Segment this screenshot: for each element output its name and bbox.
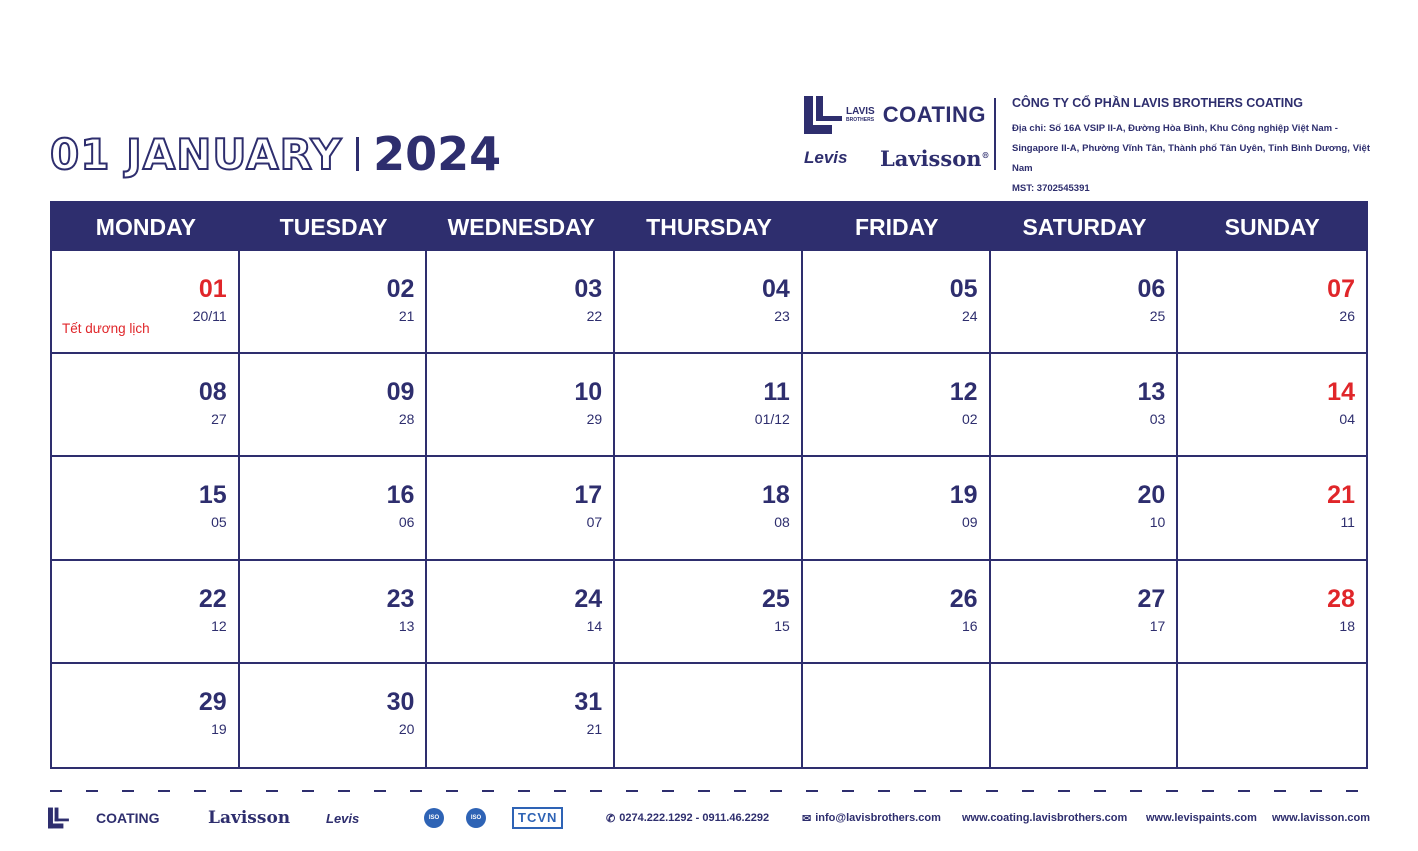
day-cell-16 [240,457,428,560]
lunar-date: 20 [398,720,415,737]
empty-day-cell [991,664,1179,767]
lunar-date: 29 [586,411,603,428]
day-number: 02 [386,275,415,303]
footer-site-coating[interactable]: www.coating.lavisbrothers.com [962,812,1128,824]
day-cell-07 [1178,251,1366,354]
day-number: 17 [574,481,603,510]
day-cell-14 [1178,354,1366,457]
day-number: 23 [386,584,415,613]
empty-day-cell [1178,664,1366,767]
holiday-note: Tết dương lịch [62,321,150,336]
day-number: 01 [198,275,227,303]
lavis-word: LAVIS [846,106,875,117]
footer-lavisson-logo: Lavisson [208,808,291,828]
lunar-date: 11 [1340,514,1355,531]
lunar-date: 17 [1149,617,1166,634]
day-cell-17 [427,457,615,560]
lavis-brothers-wordmark [846,107,875,123]
lunar-date: 12 [211,617,227,634]
tcvn-badge [512,798,563,838]
day-number: 31 [574,687,603,716]
day-cell-09 [240,354,428,457]
day-cell-02 [240,251,428,354]
day-number: 26 [949,584,978,613]
day-number: 15 [198,481,227,510]
day-cell-30 [240,664,428,767]
day-number: 27 [1137,584,1166,613]
lunar-date: 22 [586,308,603,324]
day-cell-19 [803,457,991,560]
levis-logo [804,148,847,168]
lunar-date: 14 [586,617,603,634]
day-number: 06 [1137,275,1166,303]
footer-site-levispaints[interactable]: www.levispaints.com [1146,812,1257,824]
lunar-date: 04 [1339,411,1355,428]
day-number: 14 [1327,378,1355,407]
lunar-date: 15 [774,617,790,634]
brand-logos [804,94,994,174]
day-number: 08 [198,378,227,407]
day-number: 22 [198,584,227,613]
day-cell-04 [615,251,803,354]
registered-mark: ® [981,150,990,160]
day-cell-11 [615,354,803,457]
lunar-date: 08 [774,514,790,531]
day-number: 09 [386,378,415,407]
month-title: 01 JANUARY [50,129,343,179]
footer-lavis-coating-logo [48,798,160,838]
weekday-friday: FRIDAY [854,213,939,240]
day-cell-23 [240,561,428,664]
day-number: 25 [762,584,790,613]
lavis-l-icon [48,807,70,829]
day-number: 03 [574,275,603,303]
footer-levis-logo: Levis [326,810,360,826]
day-cell-28 [1178,561,1366,664]
day-cell-31 [427,664,615,767]
day-number: 04 [762,275,790,303]
day-cell-08 [52,354,240,457]
weekday-saturday: SATURDAY [1022,213,1147,240]
lunar-date: 25 [1149,308,1166,324]
lunar-date: 21 [586,720,603,737]
brand-divider [994,98,996,170]
lunar-date: 23 [774,308,790,324]
lunar-date: 01/12 [754,411,790,428]
brothers-word: BROTHERS [846,117,875,123]
day-cell-27 [991,561,1179,664]
levis-word: Levis [804,148,848,167]
weekday-monday: MONDAY [95,213,196,240]
title-divider [356,137,359,171]
day-number: 10 [574,378,603,407]
weekday-header [52,203,1366,251]
day-cell-05 [803,251,991,354]
day-number: 28 [1327,584,1355,613]
lunar-date: 13 [398,617,415,634]
lunar-date: 07 [586,514,603,531]
empty-day-cell [615,664,803,767]
day-number: 21 [1327,481,1355,510]
day-number: 20 [1137,481,1166,510]
lunar-date: 05 [211,514,227,531]
day-cell-20 [991,457,1179,560]
phone-numbers: 0274.222.1292 - 0911.46.2292 [619,812,770,824]
calendar-grid [50,201,1368,769]
lunar-date: 28 [398,411,415,428]
lunar-date: 06 [398,514,415,531]
lunar-date: 20/11 [192,308,227,324]
weekday-sunday: SUNDAY [1224,213,1320,240]
lunar-date: 19 [211,720,227,737]
day-number: 05 [949,275,978,303]
company-address-line-2: Singapore II-A, Phường Vĩnh Tân, Thành phố Tân Uyên, Tỉnh Bình Dương, Việt Nam [1012,143,1370,174]
day-number: 13 [1137,378,1166,407]
day-number: 12 [949,378,978,407]
email-address: info@lavisbrothers.com [815,812,941,824]
company-info [1012,94,1370,199]
lunar-date: 16 [961,617,978,634]
tcvn-icon: TCVN [512,807,563,829]
weekday-tuesday: TUESDAY [279,213,388,240]
lunar-date: 27 [211,411,227,428]
phone-icon: ✆ [606,812,616,825]
lavisson-logo [880,146,989,171]
lavisson-word: Lavisson [880,146,982,171]
day-cell-01 [52,251,240,354]
iso-badge-1 [424,798,444,838]
iso-badge-2 [466,798,486,838]
day-cell-24 [427,561,615,664]
year-title: 2024 [373,127,502,181]
company-name: CÔNG TY CỔ PHẦN LAVIS BROTHERS COATING [1012,96,1303,110]
dashed-divider [50,790,1368,792]
lunar-date: 26 [1339,308,1355,324]
company-tax-id: MST: 3702545391 [1012,183,1090,194]
day-cell-21 [1178,457,1366,560]
iso-icon: ISO [466,808,486,828]
footer-coating-word: COATING [96,810,160,826]
empty-day-cell [803,664,991,767]
day-cell-13 [991,354,1179,457]
day-number: 16 [386,481,415,510]
day-cell-25 [615,561,803,664]
lunar-date: 18 [1339,617,1355,634]
day-cell-15 [52,457,240,560]
day-number: 30 [386,687,415,716]
day-number: 18 [762,481,790,510]
coating-word: COATING [882,102,987,127]
weekday-thursday: THURSDAY [646,213,772,240]
mail-icon: ✉ [802,812,812,825]
day-cell-18 [615,457,803,560]
day-cell-06 [991,251,1179,354]
footer-site-lavisson[interactable]: www.lavisson.com [1272,812,1371,824]
day-cell-22 [52,561,240,664]
day-number: 24 [574,584,603,613]
day-cell-26 [803,561,991,664]
lunar-date: 24 [961,308,978,324]
footer-email [802,798,941,838]
lunar-date: 09 [961,514,978,531]
day-number: 29 [198,687,227,716]
day-cell-12 [803,354,991,457]
footer-phone [606,798,769,838]
day-number: 19 [949,481,978,510]
day-number: 11 [763,378,790,407]
lunar-date: 10 [1149,514,1166,531]
lunar-date: 02 [961,411,978,428]
day-cell-10 [427,354,615,457]
calendar-days [52,251,1366,767]
day-cell-29 [52,664,240,767]
company-address-line-1: Địa chỉ: Số 16A VSIP II-A, Đường Hòa Bình, Khu Công nghiệp Việt Nam - [1012,123,1338,134]
footer [46,798,1372,838]
calendar-title [50,124,501,184]
iso-icon: ISO [424,808,444,828]
lavis-coating-logo [804,96,986,134]
lavis-l-icon [804,96,844,134]
day-cell-03 [427,251,615,354]
day-number: 07 [1327,275,1355,303]
lunar-date: 21 [398,308,415,324]
weekday-wednesday: WEDNESDAY [447,213,595,240]
lunar-date: 03 [1149,411,1166,428]
